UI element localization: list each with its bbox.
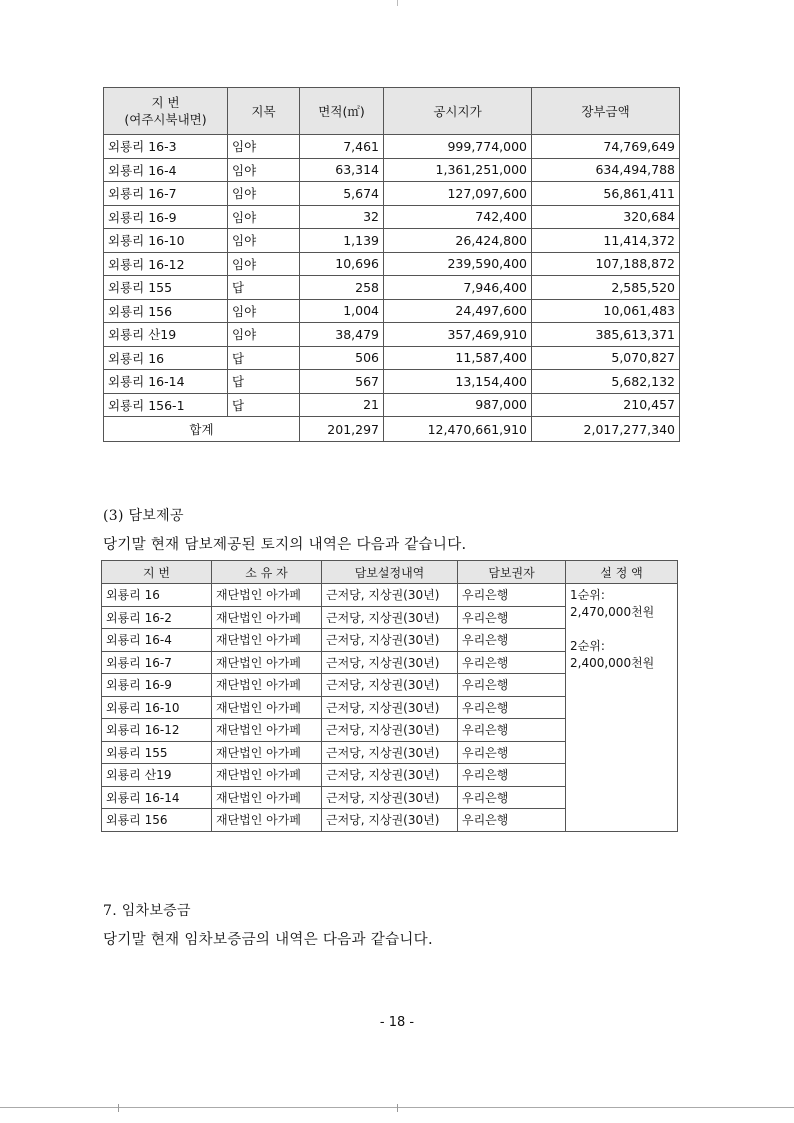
coll-owner-cell: 재단법인 아가페	[212, 606, 322, 629]
land-row	[104, 346, 680, 370]
coll-type-cell: 근저당, 지상권(30년)	[322, 764, 458, 787]
land-category-cell: 임야	[228, 299, 300, 323]
header-book-value: 장부금액	[532, 88, 680, 135]
coll-type-cell: 근저당, 지상권(30년)	[322, 651, 458, 674]
coll-owner-cell: 재단법인 아가페	[212, 741, 322, 764]
collateral-intro: 당기말 현재 담보제공된 토지의 내역은 다음과 같습니다.	[103, 537, 467, 553]
header-lot-line2: (여주시북내면)	[124, 112, 207, 127]
coll-owner-cell: 재단법인 아가페	[212, 786, 322, 809]
amount-rank2-value: 2,400,000천원	[570, 656, 655, 670]
land-row	[104, 135, 680, 159]
land-row	[104, 393, 680, 417]
land-official-price-cell: 999,774,000	[384, 135, 532, 159]
land-book-value-cell: 210,457	[532, 393, 680, 417]
land-row	[104, 252, 680, 276]
coll-lot-cell: 외룡리 16-12	[102, 719, 212, 742]
coll-amount-cell	[566, 584, 678, 832]
land-official-price-cell: 7,946,400	[384, 276, 532, 300]
coll-lot-cell: 외룡리 16-9	[102, 674, 212, 697]
land-lot-cell: 외룡리 155	[104, 276, 228, 300]
coll-header-type: 담보설정내역	[322, 561, 458, 584]
coll-lot-cell: 외룡리 16	[102, 584, 212, 607]
land-area-cell: 567	[300, 370, 384, 394]
land-lot-cell: 외룡리 16-10	[104, 229, 228, 253]
land-category-cell: 임야	[228, 135, 300, 159]
coll-type-cell: 근저당, 지상권(30년)	[322, 809, 458, 832]
land-official-price-cell: 11,587,400	[384, 346, 532, 370]
land-lot-cell: 외룡리 156-1	[104, 393, 228, 417]
land-official-price-cell: 13,154,400	[384, 370, 532, 394]
total-book-value: 2,017,277,340	[532, 417, 680, 442]
land-lot-cell: 외룡리 16-7	[104, 182, 228, 206]
collateral-header-row	[102, 561, 678, 584]
coll-holder-cell: 우리은행	[458, 606, 566, 629]
land-official-price-cell: 239,590,400	[384, 252, 532, 276]
land-row	[104, 158, 680, 182]
coll-type-cell: 근저당, 지상권(30년)	[322, 786, 458, 809]
coll-holder-cell: 우리은행	[458, 809, 566, 832]
land-area-cell: 258	[300, 276, 384, 300]
header-lot	[104, 88, 228, 135]
land-table	[103, 87, 680, 442]
amount-rank1-value: 2,470,000천원	[570, 605, 655, 619]
land-lot-cell: 외룡리 156	[104, 299, 228, 323]
land-category-cell: 임야	[228, 252, 300, 276]
coll-holder-cell: 우리은행	[458, 584, 566, 607]
coll-owner-cell: 재단법인 아가페	[212, 651, 322, 674]
land-table-header-row	[104, 88, 680, 135]
coll-lot-cell: 외룡리 155	[102, 741, 212, 764]
land-official-price-cell: 127,097,600	[384, 182, 532, 206]
amount-rank1-label: 1순위:	[570, 588, 605, 602]
land-row	[104, 370, 680, 394]
coll-type-cell: 근저당, 지상권(30년)	[322, 629, 458, 652]
land-official-price-cell: 24,497,600	[384, 299, 532, 323]
coll-holder-cell: 우리은행	[458, 629, 566, 652]
land-category-cell: 임야	[228, 205, 300, 229]
land-row	[104, 276, 680, 300]
coll-holder-cell: 우리은행	[458, 719, 566, 742]
land-book-value-cell: 107,188,872	[532, 252, 680, 276]
collateral-table-body	[102, 584, 678, 832]
coll-header-amount: 설 정 액	[566, 561, 678, 584]
land-area-cell: 506	[300, 346, 384, 370]
land-area-cell: 38,479	[300, 323, 384, 347]
land-official-price-cell: 1,361,251,000	[384, 158, 532, 182]
land-category-cell: 임야	[228, 323, 300, 347]
land-lot-cell: 외룡리 산19	[104, 323, 228, 347]
land-official-price-cell: 742,400	[384, 205, 532, 229]
header-category: 지목	[228, 88, 300, 135]
coll-owner-cell: 재단법인 아가페	[212, 584, 322, 607]
bottom-tick-center	[397, 1104, 398, 1112]
land-row	[104, 323, 680, 347]
land-category-cell: 임야	[228, 158, 300, 182]
land-area-cell: 5,674	[300, 182, 384, 206]
land-book-value-cell: 11,414,372	[532, 229, 680, 253]
collateral-row	[102, 584, 678, 607]
land-book-value-cell: 10,061,483	[532, 299, 680, 323]
coll-holder-cell: 우리은행	[458, 651, 566, 674]
land-book-value-cell: 2,585,520	[532, 276, 680, 300]
land-official-price-cell: 987,000	[384, 393, 532, 417]
land-area-cell: 7,461	[300, 135, 384, 159]
coll-lot-cell: 외룡리 16-14	[102, 786, 212, 809]
coll-type-cell: 근저당, 지상권(30년)	[322, 719, 458, 742]
collateral-table	[101, 560, 678, 832]
coll-lot-cell: 외룡리 16-7	[102, 651, 212, 674]
land-lot-cell: 외룡리 16-4	[104, 158, 228, 182]
coll-header-holder: 담보권자	[458, 561, 566, 584]
coll-type-cell: 근저당, 지상권(30년)	[322, 674, 458, 697]
land-category-cell: 답	[228, 393, 300, 417]
coll-type-cell: 근저당, 지상권(30년)	[322, 606, 458, 629]
coll-lot-cell: 외룡리 16-10	[102, 696, 212, 719]
coll-type-cell: 근저당, 지상권(30년)	[322, 696, 458, 719]
land-area-cell: 1,139	[300, 229, 384, 253]
land-book-value-cell: 56,861,411	[532, 182, 680, 206]
land-book-value-cell: 634,494,788	[532, 158, 680, 182]
amount-rank2-label: 2순위:	[570, 639, 605, 653]
land-book-value-cell: 320,684	[532, 205, 680, 229]
land-category-cell: 답	[228, 346, 300, 370]
land-area-cell: 63,314	[300, 158, 384, 182]
land-area-cell: 10,696	[300, 252, 384, 276]
deposit-intro: 당기말 현재 임차보증금의 내역은 다음과 같습니다.	[103, 932, 433, 948]
land-lot-cell: 외룡리 16	[104, 346, 228, 370]
collateral-heading: (3) 담보제공	[103, 508, 184, 524]
land-category-cell: 답	[228, 370, 300, 394]
land-official-price-cell: 357,469,910	[384, 323, 532, 347]
header-lot-line1: 지 번	[151, 95, 180, 110]
land-book-value-cell: 385,613,371	[532, 323, 680, 347]
coll-type-cell: 근저당, 지상권(30년)	[322, 741, 458, 764]
page-number: - 18 -	[379, 1015, 415, 1030]
total-label: 합계	[104, 417, 300, 442]
coll-owner-cell: 재단법인 아가페	[212, 764, 322, 787]
land-row	[104, 182, 680, 206]
land-total-row	[104, 417, 680, 442]
coll-lot-cell: 외룡리 16-2	[102, 606, 212, 629]
land-row	[104, 299, 680, 323]
land-lot-cell: 외룡리 16-14	[104, 370, 228, 394]
land-book-value-cell: 5,682,132	[532, 370, 680, 394]
coll-header-owner: 소 유 자	[212, 561, 322, 584]
land-area-cell: 21	[300, 393, 384, 417]
coll-holder-cell: 우리은행	[458, 786, 566, 809]
land-row	[104, 205, 680, 229]
land-row	[104, 229, 680, 253]
land-category-cell: 임야	[228, 229, 300, 253]
land-lot-cell: 외룡리 16-3	[104, 135, 228, 159]
land-table-body	[104, 135, 680, 417]
bottom-tick-left	[118, 1104, 119, 1112]
coll-holder-cell: 우리은행	[458, 696, 566, 719]
land-book-value-cell: 74,769,649	[532, 135, 680, 159]
land-category-cell: 임야	[228, 182, 300, 206]
header-official-price: 공시지가	[384, 88, 532, 135]
coll-holder-cell: 우리은행	[458, 764, 566, 787]
coll-owner-cell: 재단법인 아가페	[212, 719, 322, 742]
land-lot-cell: 외룡리 16-9	[104, 205, 228, 229]
top-crop-mark	[397, 0, 398, 6]
coll-holder-cell: 우리은행	[458, 741, 566, 764]
coll-lot-cell: 외룡리 16-4	[102, 629, 212, 652]
land-official-price-cell: 26,424,800	[384, 229, 532, 253]
coll-type-cell: 근저당, 지상권(30년)	[322, 584, 458, 607]
coll-owner-cell: 재단법인 아가페	[212, 696, 322, 719]
coll-holder-cell: 우리은행	[458, 674, 566, 697]
coll-owner-cell: 재단법인 아가페	[212, 809, 322, 832]
land-area-cell: 32	[300, 205, 384, 229]
deposit-heading: 7. 임차보증금	[103, 903, 191, 919]
land-lot-cell: 외룡리 16-12	[104, 252, 228, 276]
land-area-cell: 1,004	[300, 299, 384, 323]
land-category-cell: 답	[228, 276, 300, 300]
total-area: 201,297	[300, 417, 384, 442]
coll-lot-cell: 외룡리 산19	[102, 764, 212, 787]
header-area: 면적(㎡)	[300, 88, 384, 135]
coll-header-lot: 지 번	[102, 561, 212, 584]
coll-owner-cell: 재단법인 아가페	[212, 629, 322, 652]
amount-spacer	[570, 621, 673, 638]
coll-lot-cell: 외룡리 156	[102, 809, 212, 832]
land-book-value-cell: 5,070,827	[532, 346, 680, 370]
total-official-price: 12,470,661,910	[384, 417, 532, 442]
coll-owner-cell: 재단법인 아가페	[212, 674, 322, 697]
